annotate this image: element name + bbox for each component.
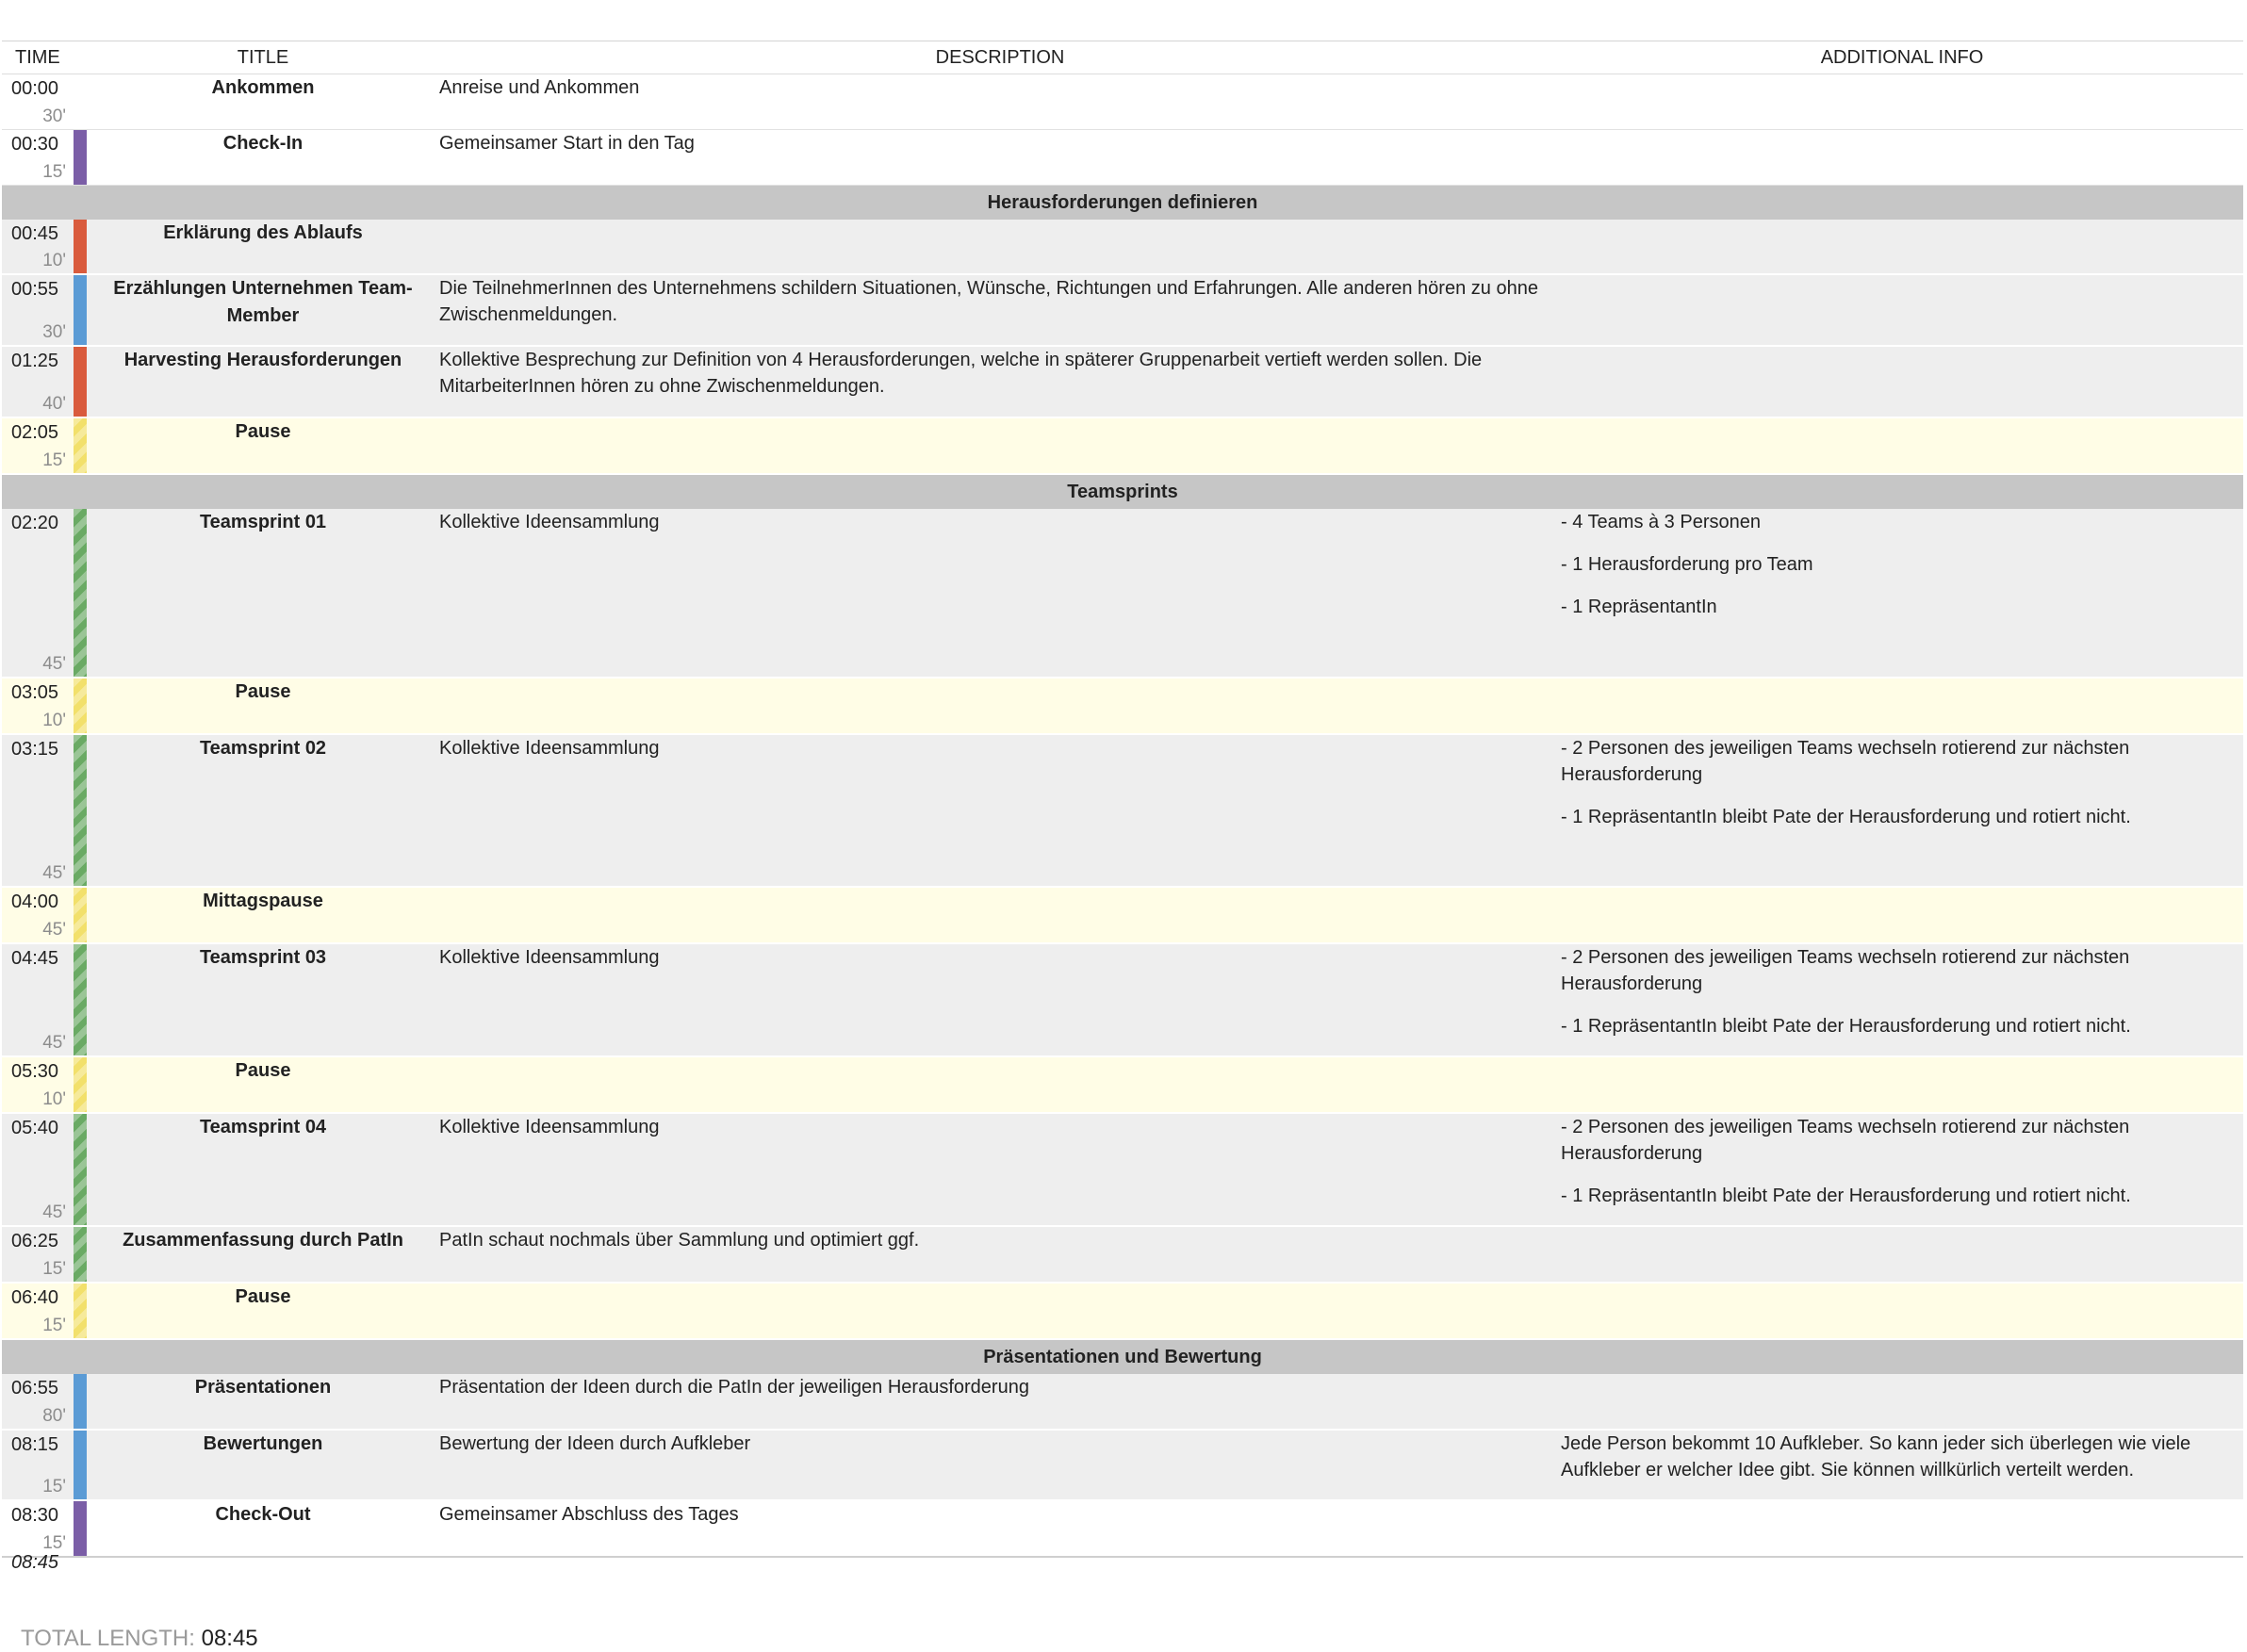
table-row[interactable] (2, 887, 2243, 943)
table-row[interactable] (2, 417, 2243, 474)
category-color-bar (74, 346, 87, 417)
duration: 30' (42, 106, 66, 126)
agenda-end-time: 08:45 (11, 1552, 59, 1573)
section-header-row (2, 474, 2243, 509)
time-cell (2, 346, 74, 417)
item-additional-info (1561, 220, 2243, 274)
item-additional-info (1561, 1374, 2243, 1430)
header-bar (74, 41, 87, 74)
item-additional-info (1561, 74, 2243, 130)
category-color-bar (74, 887, 87, 943)
item-description: Gemeinsamer Abschluss des Tages (439, 1500, 1561, 1557)
header-title: TITLE (87, 41, 439, 74)
duration: 45' (42, 1202, 66, 1222)
item-additional-info (1561, 346, 2243, 417)
table-row[interactable] (2, 1113, 2243, 1226)
duration: 15' (42, 1533, 66, 1553)
start-time: 02:05 (11, 422, 59, 443)
table-row[interactable] (2, 346, 2243, 417)
table-row[interactable] (2, 274, 2243, 346)
item-additional-info (1561, 943, 2243, 1056)
duration: 45' (42, 863, 66, 883)
section-title: Teamsprints (2, 474, 2243, 509)
item-description: Anreise und Ankommen (439, 74, 1561, 130)
section-header-row (2, 1339, 2243, 1374)
item-title: Erzählungen Unternehmen Team-Member (87, 274, 439, 346)
category-color-bar (74, 1113, 87, 1226)
category-color-bar (74, 1374, 87, 1430)
table-row[interactable] (2, 220, 2243, 274)
item-title: Teamsprint 01 (87, 509, 439, 678)
item-title: Pause (87, 1056, 439, 1113)
item-description: Kollektive Ideensammlung (439, 943, 1561, 1056)
time-cell (2, 678, 74, 734)
table-row[interactable] (2, 1374, 2243, 1430)
start-time: 02:20 (11, 513, 59, 533)
table-header-row (2, 41, 2243, 74)
duration: 40' (42, 394, 66, 414)
time-cell (2, 130, 74, 186)
start-time: 05:30 (11, 1061, 59, 1082)
info-line: - 2 Personen des jeweiligen Teams wechseln rotierend zur nächsten Herausforderung (1561, 1117, 2130, 1164)
time-cell (2, 1226, 74, 1283)
info-line: - 1 RepräsentantIn (1561, 597, 1717, 617)
duration: 15' (42, 1259, 66, 1279)
table-row[interactable] (2, 1500, 2243, 1557)
time-cell (2, 417, 74, 474)
item-additional-info (1561, 130, 2243, 186)
time-cell (2, 274, 74, 346)
table-row[interactable] (2, 943, 2243, 1056)
item-description: Kollektive Ideensammlung (439, 509, 1561, 678)
item-additional-info (1561, 509, 2243, 678)
total-length (21, 1626, 258, 1652)
duration: 15' (42, 162, 66, 182)
time-cell (2, 734, 74, 887)
category-color-bar (74, 1226, 87, 1283)
item-title: Teamsprint 03 (87, 943, 439, 1056)
section-title: Herausforderungen definieren (2, 186, 2243, 221)
item-description (439, 1056, 1561, 1113)
time-cell (2, 220, 74, 274)
duration: 45' (42, 1033, 66, 1053)
time-cell (2, 943, 74, 1056)
header-description: DESCRIPTION (439, 41, 1561, 74)
info-line: - 2 Personen des jeweiligen Teams wechseln rotierend zur nächsten Herausforderung (1561, 947, 2130, 994)
duration: 10' (42, 711, 66, 730)
category-color-bar (74, 1056, 87, 1113)
start-time: 00:45 (11, 223, 59, 244)
start-time: 06:25 (11, 1231, 59, 1251)
table-row[interactable] (2, 678, 2243, 734)
table-row[interactable] (2, 734, 2243, 887)
category-color-bar (74, 509, 87, 678)
start-time: 06:40 (11, 1287, 59, 1308)
start-time: 03:15 (11, 739, 59, 760)
item-additional-info (1561, 1283, 2243, 1339)
time-cell (2, 1430, 74, 1500)
duration: 15' (42, 450, 66, 470)
item-description (439, 417, 1561, 474)
item-description: Kollektive Besprechung zur Definition von 4 Herausforderungen, welche in späterer Gruppenarbeit vertieft werden sollen. Die MitarbeiterInnen hören zu ohne Zwischenmeldungen. (439, 346, 1561, 417)
header-additional-info: ADDITIONAL INFO (1561, 41, 2243, 74)
agenda-table (2, 41, 2243, 1558)
agenda-body (2, 74, 2243, 1558)
time-cell (2, 1283, 74, 1339)
section-title: Präsentationen und Bewertung (2, 1339, 2243, 1374)
item-description (439, 220, 1561, 274)
start-time: 08:30 (11, 1505, 59, 1526)
item-description: Die TeilnehmerInnen des Unternehmens schildern Situationen, Wünsche, Richtungen und Erfahrungen. Alle anderen hören zu ohne Zwischenmeldungen. (439, 274, 1561, 346)
item-title: Check-In (87, 130, 439, 186)
table-row[interactable] (2, 1430, 2243, 1500)
table-row[interactable] (2, 74, 2243, 130)
time-cell (2, 509, 74, 678)
duration: 45' (42, 920, 66, 940)
item-additional-info (1561, 1430, 2243, 1500)
item-description: Bewertung der Ideen durch Aufkleber (439, 1430, 1561, 1500)
info-line: - 1 RepräsentantIn bleibt Pate der Herausforderung und rotiert nicht. (1561, 1186, 2131, 1206)
info-line: - 2 Personen des jeweiligen Teams wechseln rotierend zur nächsten Herausforderung (1561, 738, 2130, 785)
category-color-bar (74, 220, 87, 274)
time-cell (2, 1500, 74, 1557)
item-title: Teamsprint 02 (87, 734, 439, 887)
item-title: Pause (87, 678, 439, 734)
time-cell (2, 74, 74, 130)
start-time: 08:15 (11, 1434, 59, 1455)
category-color-bar (74, 417, 87, 474)
total-length-value: 08:45 (201, 1626, 258, 1651)
item-title: Ankommen (87, 74, 439, 130)
item-title: Teamsprint 04 (87, 1113, 439, 1226)
table-row[interactable] (2, 1056, 2243, 1113)
start-time: 00:55 (11, 279, 59, 300)
item-additional-info (1561, 1500, 2243, 1557)
item-additional-info (1561, 678, 2243, 734)
table-row[interactable] (2, 130, 2243, 186)
duration: 45' (42, 654, 66, 674)
time-cell (2, 1374, 74, 1430)
info-line: Jede Person bekommt 10 Aufkleber. So kann jeder sich überlegen wie viele Aufkleber er welcher Idee gibt. Sie können willkürlich verteilt werden. (1561, 1433, 2191, 1480)
item-additional-info (1561, 1113, 2243, 1226)
category-color-bar (74, 74, 87, 130)
start-time: 04:00 (11, 891, 59, 912)
item-title: Check-Out (87, 1500, 439, 1557)
category-color-bar (74, 1430, 87, 1500)
time-cell (2, 1113, 74, 1226)
category-color-bar (74, 734, 87, 887)
duration: 10' (42, 1089, 66, 1109)
duration: 15' (42, 1477, 66, 1497)
start-time: 03:05 (11, 682, 59, 703)
info-line: - 1 RepräsentantIn bleibt Pate der Herausforderung und rotiert nicht. (1561, 807, 2131, 827)
info-line: - 1 RepräsentantIn bleibt Pate der Herausforderung und rotiert nicht. (1561, 1016, 2131, 1037)
item-additional-info (1561, 734, 2243, 887)
duration: 80' (42, 1406, 66, 1426)
start-time: 04:45 (11, 948, 59, 969)
info-line: - 1 Herausforderung pro Team (1561, 554, 1813, 575)
item-title: Pause (87, 417, 439, 474)
category-color-bar (74, 274, 87, 346)
item-description: Kollektive Ideensammlung (439, 1113, 1561, 1226)
item-description: Gemeinsamer Start in den Tag (439, 130, 1561, 186)
item-title: Pause (87, 1283, 439, 1339)
duration: 30' (42, 322, 66, 342)
start-time: 05:40 (11, 1118, 59, 1138)
item-additional-info (1561, 1226, 2243, 1283)
item-title: Bewertungen (87, 1430, 439, 1500)
start-time: 00:00 (11, 78, 59, 99)
category-color-bar (74, 943, 87, 1056)
table-row[interactable] (2, 1226, 2243, 1283)
info-line: - 4 Teams à 3 Personen (1561, 512, 1761, 532)
item-additional-info (1561, 1056, 2243, 1113)
duration: 10' (42, 251, 66, 270)
category-color-bar (74, 1283, 87, 1339)
item-additional-info (1561, 274, 2243, 346)
category-color-bar (74, 1500, 87, 1557)
category-color-bar (74, 130, 87, 186)
item-additional-info (1561, 417, 2243, 474)
item-title: Harvesting Herausforderungen (87, 346, 439, 417)
table-row[interactable] (2, 1283, 2243, 1339)
item-description (439, 1283, 1561, 1339)
item-additional-info (1561, 887, 2243, 943)
item-description (439, 678, 1561, 734)
duration: 15' (42, 1316, 66, 1335)
item-title: Zusammenfassung durch PatIn (87, 1226, 439, 1283)
total-length-label: TOTAL LENGTH: (21, 1626, 195, 1651)
category-color-bar (74, 678, 87, 734)
item-description: Präsentation der Ideen durch die PatIn der jeweiligen Herausforderung (439, 1374, 1561, 1430)
item-title: Präsentationen (87, 1374, 439, 1430)
item-title: Mittagspause (87, 887, 439, 943)
start-time: 06:55 (11, 1378, 59, 1398)
start-time: 01:25 (11, 351, 59, 371)
time-cell (2, 887, 74, 943)
item-title: Erklärung des Ablaufs (87, 220, 439, 274)
header-time: TIME (2, 41, 74, 74)
section-header-row (2, 186, 2243, 221)
item-description: Kollektive Ideensammlung (439, 734, 1561, 887)
time-cell (2, 1056, 74, 1113)
item-description: PatIn schaut nochmals über Sammlung und optimiert ggf. (439, 1226, 1561, 1283)
start-time: 00:30 (11, 134, 59, 155)
table-row[interactable] (2, 509, 2243, 678)
item-description (439, 887, 1561, 943)
